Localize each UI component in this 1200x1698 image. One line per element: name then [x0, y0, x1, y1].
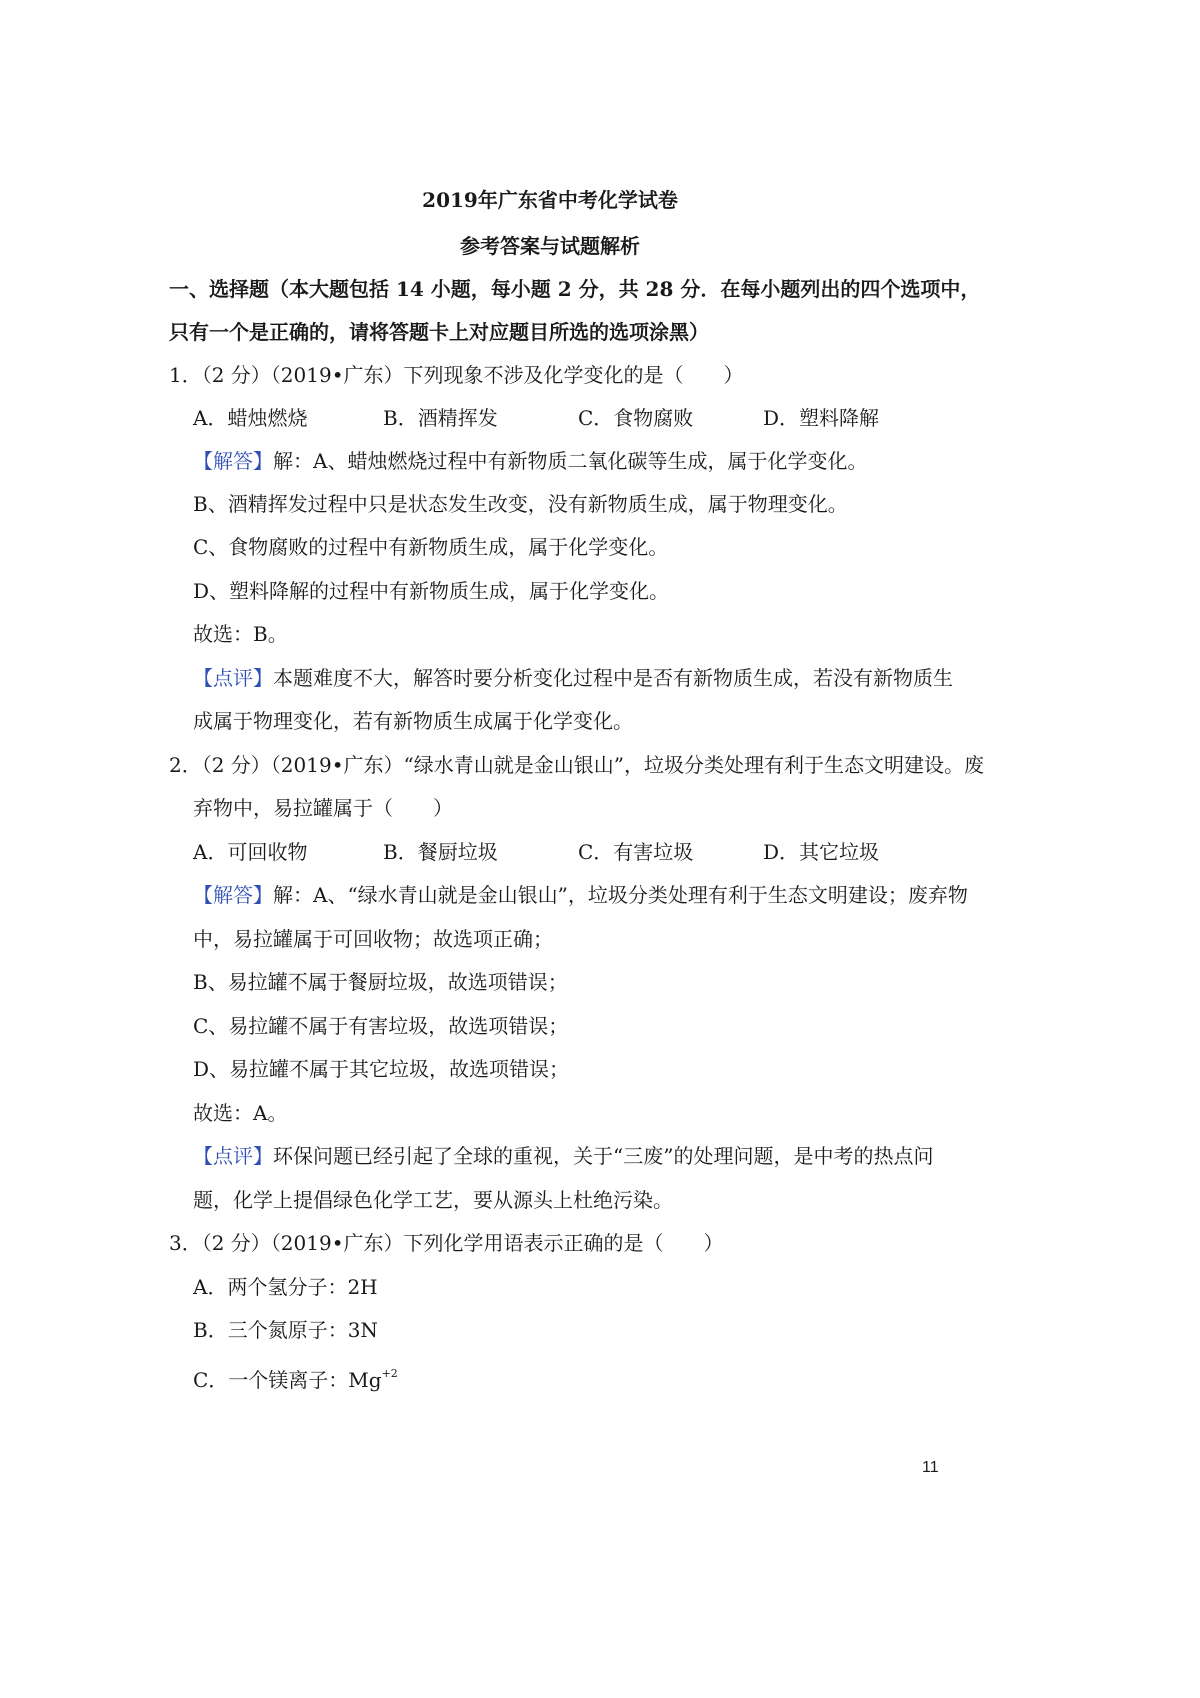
q1-answer-line-1	[193, 447, 867, 475]
q2-answer-line-3: B、易拉罐不属于餐厨垃圾，故选项错误；	[193, 970, 568, 994]
q2-answer-text: 解：A、“绿水青山就是金山银山”，垃圾分类处理有利于生态文明建设；废弃物	[273, 883, 968, 907]
q1-comment-text: 本题难度不大，解答时要分析变化过程中是否有新物质生成，若没有新物质生	[273, 666, 953, 690]
q2-comment-line-1	[193, 1142, 933, 1170]
q2-answer-line-2: 中，易拉罐属于可回收物；故选项正确；	[193, 927, 553, 951]
q2-answer-tag: 【解答】	[193, 883, 273, 907]
section-heading-line-1: 一、选择题（本大题包括 14 小题，每小题 2 分，共 28 分．在每小题列出的四个选项中，	[169, 277, 981, 301]
q2-answer-line-5: D、易拉罐不属于其它垃圾，故选项错误；	[193, 1057, 570, 1081]
q3-option-b: B．三个氮原子：3N	[193, 1318, 378, 1342]
q1-stem: 1．（2 分）（2019•广东）下列现象不涉及化学变化的是（ ）	[169, 363, 744, 387]
q1-comment-tag: 【点评】	[193, 666, 273, 690]
q3-option-c	[193, 1360, 398, 1394]
q2-option-a: A．可回收物	[193, 840, 308, 864]
q1-answer-tag: 【解答】	[193, 449, 273, 473]
q3-option-c-charge: +2	[381, 1367, 398, 1380]
q2-answer-line-1	[193, 881, 968, 909]
section-heading-line-2: 只有一个是正确的，请将答题卡上对应题目所选的选项涂黑）	[169, 320, 709, 344]
q3-stem: 3．（2 分）（2019•广东）下列化学用语表示正确的是（ ）	[169, 1231, 724, 1255]
q2-answer-line-4: C、易拉罐不属于有害垃圾，故选项错误；	[193, 1014, 569, 1038]
q1-answer-line-3: C、食物腐败的过程中有新物质生成，属于化学变化。	[193, 535, 669, 559]
q1-answer-line-4: D、塑料降解的过程中有新物质生成，属于化学变化。	[193, 579, 670, 603]
q2-answer-choice: 故选：A。	[193, 1101, 288, 1125]
q3-option-c-text: C．一个镁离子：Mg	[193, 1368, 382, 1392]
q2-comment-tag: 【点评】	[193, 1144, 273, 1168]
page-subtitle: 参考答案与试题解析	[460, 234, 640, 258]
q2-option-c: C．有害垃圾	[578, 840, 694, 864]
q2-option-b: B．餐厨垃圾	[383, 840, 498, 864]
q2-stem-line-1: 2．（2 分）（2019•广东）“绿水青山就是金山银山”，垃圾分类处理有利于生态文明建设。废	[169, 753, 984, 777]
q2-comment-line-2: 题，化学上提倡绿色化学工艺，要从源头上杜绝污染。	[193, 1188, 673, 1212]
q1-answer-choice: 故选：B。	[193, 622, 288, 646]
q2-option-d: D．其它垃圾	[763, 840, 880, 864]
q3-option-a: A．两个氢分子：2H	[193, 1275, 378, 1299]
q1-comment-line-2: 成属于物理变化，若有新物质生成属于化学变化。	[193, 709, 633, 733]
q1-comment-line-1	[193, 664, 953, 692]
q2-stem-line-2: 弃物中，易拉罐属于（ ）	[193, 796, 453, 820]
q2-comment-text: 环保问题已经引起了全球的重视，关于“三废”的处理问题，是中考的热点问	[273, 1144, 934, 1168]
q1-option-d: D．塑料降解	[763, 406, 880, 430]
q1-answer-text: 解：A、蜡烛燃烧过程中有新物质二氧化碳等生成，属于化学变化。	[273, 449, 868, 473]
page-number: 11	[922, 1459, 939, 1476]
page-title: 2019年广东省中考化学试卷	[422, 188, 678, 212]
q1-option-b: B．酒精挥发	[383, 406, 498, 430]
q1-answer-line-2: B、酒精挥发过程中只是状态发生改变，没有新物质生成，属于物理变化。	[193, 492, 848, 516]
q1-option-a: A．蜡烛燃烧	[193, 406, 308, 430]
q1-option-c: C．食物腐败	[578, 406, 694, 430]
